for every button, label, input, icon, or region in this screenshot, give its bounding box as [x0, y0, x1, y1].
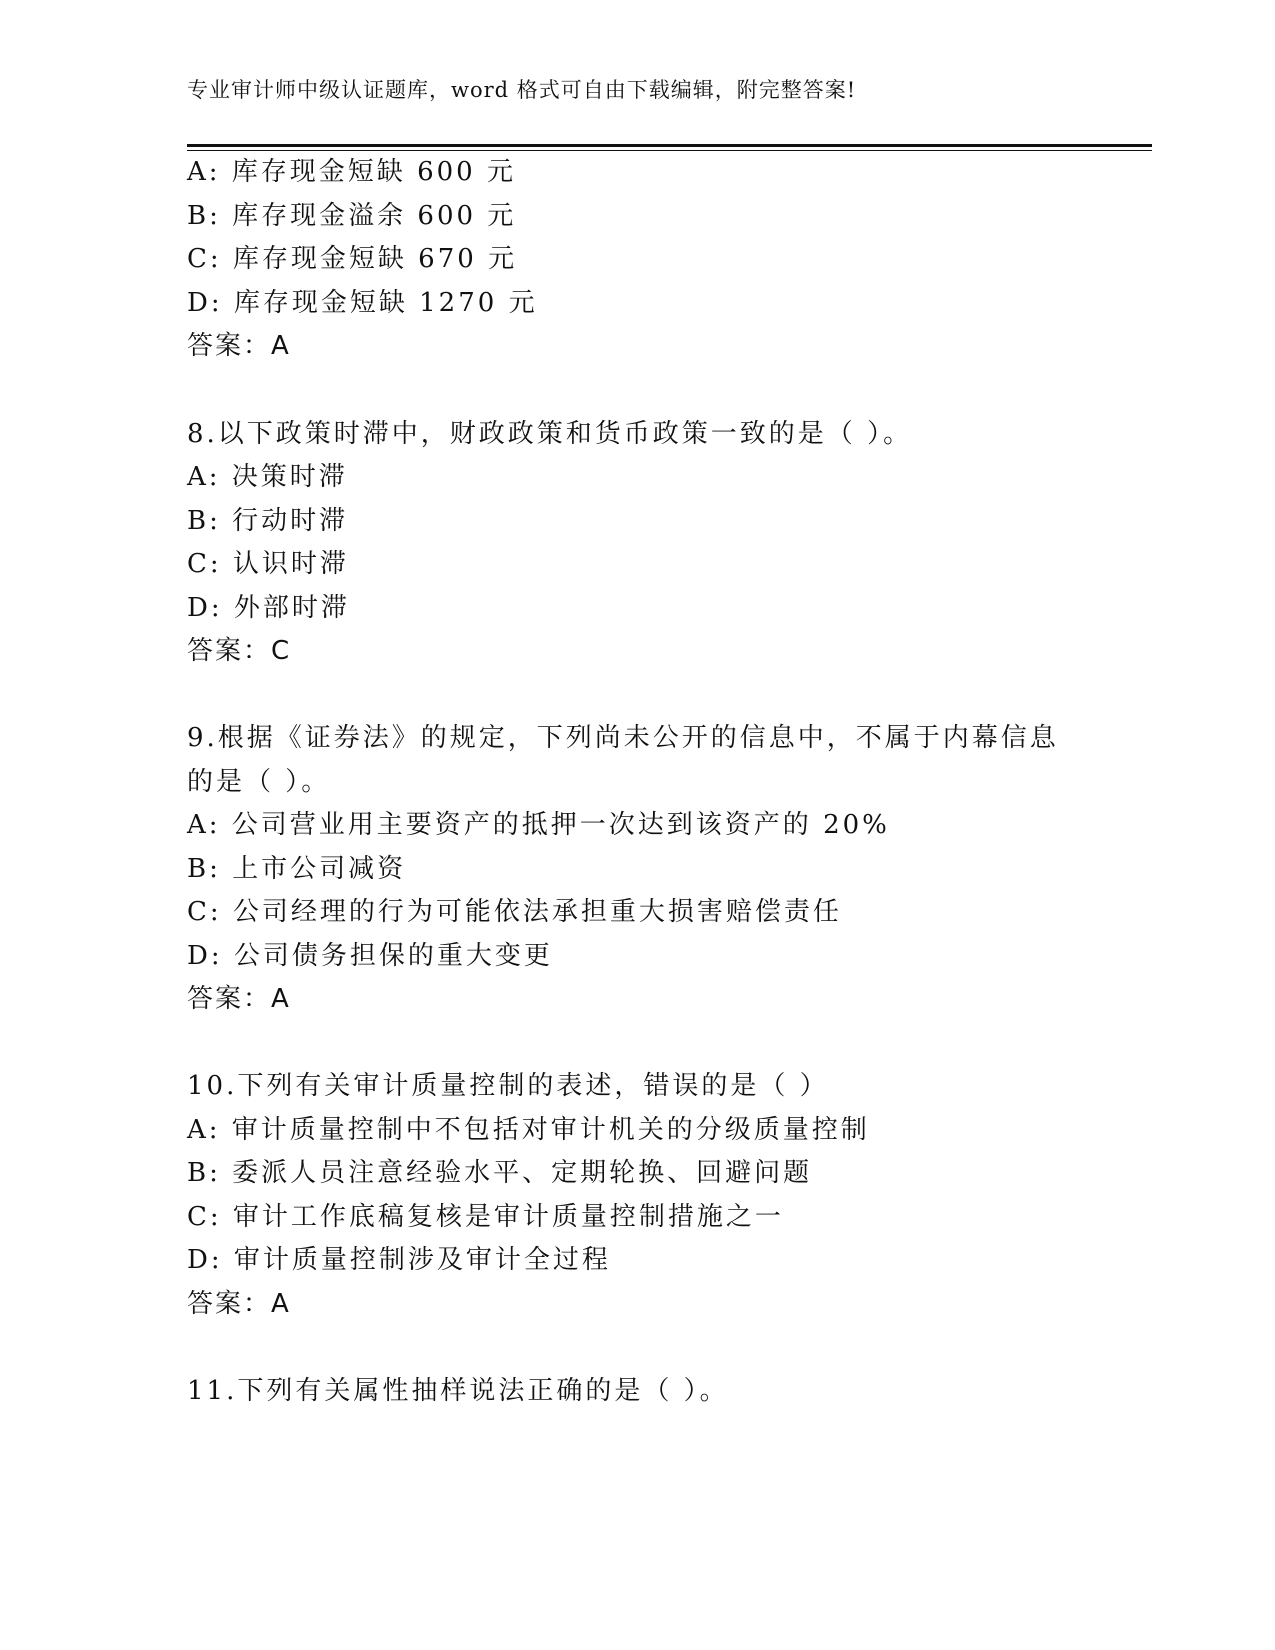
q9-question-line1: 9.根据《证券法》的规定，下列尚未公开的信息中，不属于内幕信息: [187, 723, 1059, 753]
q8-option-d: D: 外部时滞: [187, 593, 350, 623]
q8-option-c: C: 认识时滞: [187, 549, 349, 579]
q7-answer: 答案：A: [187, 331, 291, 361]
header-rule-thin: [187, 150, 1152, 151]
q7-option-d: D: 库存现金短缺 1270 元: [187, 288, 538, 318]
header-text: 专业审计师中级认证题库，word 格式可自由下载编辑，附完整答案!: [187, 78, 857, 102]
q8-answer: 答案：C: [187, 636, 292, 666]
q10-question: 10.下列有关审计质量控制的表述，错误的是（ ）: [187, 1071, 829, 1101]
q9-option-b: B: 上市公司减资: [187, 854, 407, 884]
q10-option-b: B: 委派人员注意经验水平、定期轮换、回避问题: [187, 1158, 813, 1188]
q10-option-c: C: 审计工作底稿复核是审计质量控制措施之一: [187, 1202, 784, 1232]
q7-option-a: A: 库存现金短缺 600 元: [187, 157, 516, 187]
header-rule-thick: [187, 144, 1152, 147]
q10-answer: 答案：A: [187, 1289, 291, 1319]
q8-option-a: A: 决策时滞: [187, 462, 348, 492]
q9-option-a: A: 公司营业用主要资产的抵押一次达到该资产的 20%: [187, 810, 890, 840]
q10-option-d: D: 审计质量控制涉及审计全过程: [187, 1245, 611, 1275]
q9-option-c: C: 公司经理的行为可能依法承担重大损害赔偿责任: [187, 897, 842, 927]
q7-option-c: C: 库存现金短缺 670 元: [187, 244, 518, 274]
q8-question: 8.以下政策时滞中，财政政策和货币政策一致的是（ ）。: [187, 419, 913, 449]
q8-option-b: B: 行动时滞: [187, 506, 349, 536]
q10-option-a: A: 审计质量控制中不包括对审计机关的分级质量控制: [187, 1115, 870, 1145]
q9-question-line2: 的是（ ）。: [187, 767, 331, 797]
q9-option-d: D: 公司债务担保的重大变更: [187, 941, 553, 971]
q11-question: 11.下列有关属性抽样说法正确的是（ ）。: [187, 1376, 729, 1406]
q7-option-b: B: 库存现金溢余 600 元: [187, 201, 517, 231]
q9-answer: 答案：A: [187, 984, 291, 1014]
